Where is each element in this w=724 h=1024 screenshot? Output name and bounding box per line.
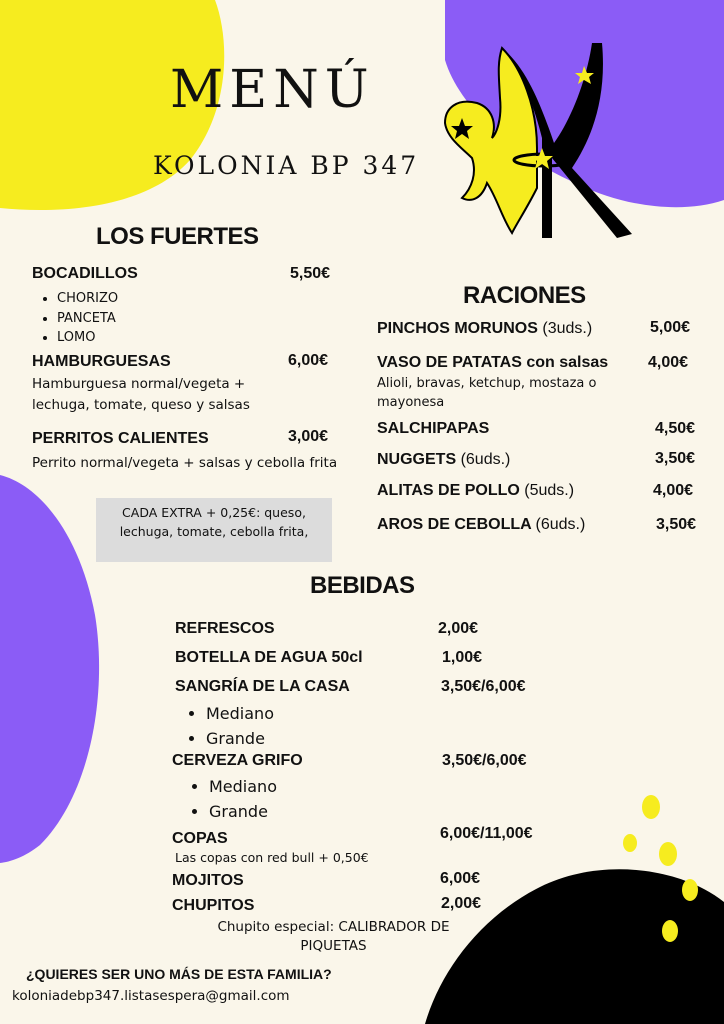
- raciones-price-patatas: 4,00€: [648, 354, 689, 371]
- perritos-price: 3,00€: [288, 428, 329, 445]
- hamburguesas-desc: Hamburguesa normal/vegeta + lechuga, tomate, queso y salsas: [32, 376, 250, 413]
- perritos-desc: Perrito normal/vegeta + salsas y cebolla frita: [32, 455, 338, 471]
- raciones-price-salchipapas: 4,50€: [655, 420, 696, 437]
- list-item: • CHORIZO: [57, 289, 118, 309]
- raciones-price-pinchos: 5,00€: [650, 319, 691, 336]
- footer-email-link[interactable]: koloniadebp347.listasespera@gmail.com: [12, 988, 290, 1004]
- bebidas-cerveza-price: 3,50€/6,00€: [442, 752, 527, 769]
- bocadillos-name: BOCADILLOS: [32, 265, 138, 282]
- raciones-item-nuggets: NUGGETS (6uds.): [377, 451, 511, 468]
- bebidas-sangria-sizes: [176, 701, 274, 751]
- bebidas-copas-name: COPAS: [172, 830, 228, 847]
- bebidas-mojitos-price: 6,00€: [440, 870, 481, 887]
- raciones-item-salchipapas: SALCHIPAPAS: [377, 420, 490, 437]
- bebidas-cerveza-sizes: [179, 774, 277, 824]
- list-item: • PANCETA: [57, 309, 118, 329]
- list-item: • LOMO: [57, 328, 118, 348]
- perritos-name: PERRITOS CALIENTES: [32, 430, 209, 447]
- footer-question: ¿QUIERES SER UNO MÁS DE ESTA FAMILIA?: [26, 966, 332, 982]
- fleur-de-lis-k-logo-icon: [442, 38, 642, 244]
- bebidas-agua-price: 1,00€: [442, 649, 483, 666]
- raciones-heading: RACIONES: [463, 282, 586, 309]
- bebidas-chupitos-name: CHUPITOS: [172, 897, 255, 914]
- raciones-price-aros: 3,50€: [656, 516, 697, 533]
- purple-blob-left: [0, 475, 105, 865]
- hamburguesas-price: 6,00€: [288, 352, 329, 369]
- fuertes-heading: LOS FUERTES: [96, 223, 259, 250]
- yellow-dots-decoration: [615, 790, 715, 950]
- menu-title: MENÚ: [170, 60, 375, 120]
- raciones-desc-patatas: Alioli, bravas, ketchup, mostaza o mayonesa: [377, 376, 597, 410]
- bebidas-copas-price: 6,00€/11,00€: [440, 825, 533, 842]
- bebidas-agua-name: BOTELLA DE AGUA 50cl: [175, 649, 363, 666]
- bebidas-sangria-name: SANGRÍA DE LA CASA: [175, 678, 350, 695]
- bebidas-cerveza-name: CERVEZA GRIFO: [172, 752, 303, 769]
- raciones-item-patatas: VASO DE PATATAS con salsas: [377, 354, 609, 371]
- raciones-item-aros: AROS DE CEBOLLA (6uds.): [377, 516, 586, 533]
- list-item: • Grande: [206, 726, 274, 751]
- extras-box: CADA EXTRA + 0,25€: queso, lechuga, tomate, cebolla frita,: [96, 498, 332, 562]
- bebidas-chupitos-note: Chupito especial: CALIBRADOR DE PIQUETAS: [217, 919, 450, 954]
- bebidas-chupitos-price: 2,00€: [441, 895, 482, 912]
- raciones-item-pinchos: PINCHOS MORUNOS (3uds.): [377, 320, 593, 337]
- bebidas-heading: BEBIDAS: [310, 572, 415, 599]
- bocadillos-price: 5,50€: [290, 265, 331, 282]
- raciones-price-alitas: 4,00€: [653, 482, 694, 499]
- raciones-price-nuggets: 3,50€: [655, 450, 696, 467]
- bebidas-refrescos-name: REFRESCOS: [175, 620, 275, 637]
- bebidas-sangria-price: 3,50€/6,00€: [441, 678, 526, 695]
- list-item: • Grande: [209, 799, 277, 824]
- bocadillos-options: [33, 289, 118, 348]
- list-item: • Mediano: [206, 701, 274, 726]
- menu-subtitle: KOLONIA BP 347: [153, 151, 420, 180]
- bebidas-mojitos-name: MOJITOS: [172, 872, 244, 889]
- raciones-item-alitas: ALITAS DE POLLO (5uds.): [377, 482, 575, 499]
- list-item: • Mediano: [209, 774, 277, 799]
- bebidas-copas-note: Las copas con red bull + 0,50€: [175, 850, 369, 865]
- bebidas-refrescos-price: 2,00€: [438, 620, 479, 637]
- hamburguesas-name: HAMBURGUESAS: [32, 353, 171, 370]
